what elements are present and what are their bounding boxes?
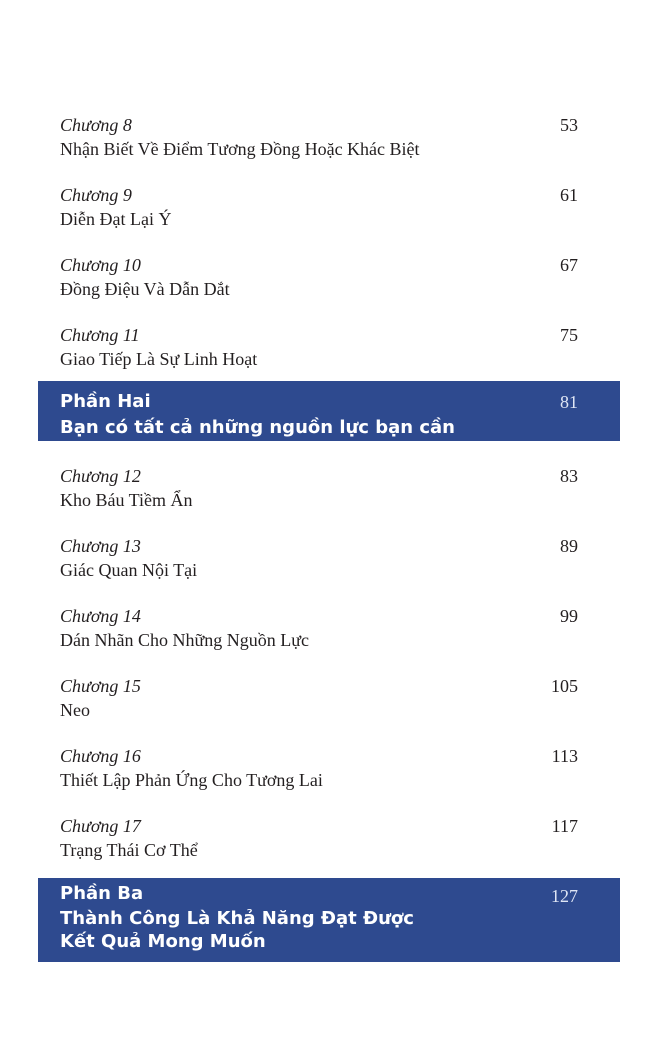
- chapter-title: Kho Báu Tiềm Ẩn: [60, 490, 193, 510]
- part-label: Phần Ba: [60, 883, 144, 904]
- toc-entry-chapter-8[interactable]: [38, 114, 620, 164]
- page-number: 83: [560, 466, 578, 486]
- page-number: 113: [551, 746, 578, 766]
- toc-entry-chapter-9[interactable]: [38, 184, 620, 234]
- chapter-label: Chương 15: [60, 676, 141, 696]
- chapter-label: Chương 11: [60, 325, 140, 345]
- chapter-label: Chương 16: [60, 746, 141, 766]
- chapter-title: Giao Tiếp Là Sự Linh Hoạt: [60, 349, 258, 369]
- chapter-label: Chương 8: [60, 115, 132, 135]
- chapter-title: Đồng Điệu Và Dẫn Dắt: [60, 279, 230, 299]
- page-number: 127: [551, 886, 578, 906]
- page-number: 61: [560, 185, 578, 205]
- chapter-title: Nhận Biết Về Điểm Tương Đồng Hoặc Khác Biệt: [60, 139, 420, 159]
- toc-entry-chapter-17[interactable]: [38, 815, 620, 865]
- page-number: 117: [551, 816, 578, 836]
- part-title: [60, 907, 414, 953]
- part-title: Bạn có tất cả những nguồn lực bạn cần: [60, 417, 455, 438]
- chapter-title: Giác Quan Nội Tại: [60, 560, 198, 580]
- part-three-banner[interactable]: [38, 878, 620, 962]
- part-label: Phần Hai: [60, 391, 151, 412]
- page-number: 81: [560, 392, 578, 412]
- chapter-title: Dán Nhãn Cho Những Nguồn Lực: [60, 630, 309, 650]
- chapter-label: Chương 12: [60, 466, 141, 486]
- toc-entry-chapter-13[interactable]: [38, 535, 620, 585]
- page-number: 105: [551, 676, 578, 696]
- toc-entry-chapter-14[interactable]: [38, 605, 620, 655]
- part-two-banner[interactable]: [38, 381, 620, 441]
- part-title-line-1: Thành Công Là Khả Năng Đạt Được: [60, 908, 414, 929]
- chapter-label: Chương 14: [60, 606, 141, 626]
- chapter-label: Chương 13: [60, 536, 141, 556]
- page-number: 67: [560, 255, 578, 275]
- table-of-contents: [38, 0, 620, 1051]
- page-number: 75: [560, 325, 578, 345]
- chapter-label: Chương 10: [60, 255, 141, 275]
- chapter-title: Neo: [60, 700, 90, 720]
- part-title-line-2: Kết Quả Mong Muốn: [60, 931, 266, 952]
- chapter-title: Diễn Đạt Lại Ý: [60, 209, 172, 229]
- page-number: 53: [560, 115, 578, 135]
- page-number: 89: [560, 536, 578, 556]
- chapter-label: Chương 9: [60, 185, 132, 205]
- toc-entry-chapter-10[interactable]: [38, 254, 620, 304]
- chapter-title: Thiết Lập Phản Ứng Cho Tương Lai: [60, 770, 323, 790]
- toc-entry-chapter-12[interactable]: [38, 465, 620, 515]
- toc-entry-chapter-11[interactable]: [38, 324, 620, 374]
- toc-entry-chapter-15[interactable]: [38, 675, 620, 725]
- chapter-title: Trạng Thái Cơ Thể: [60, 840, 198, 860]
- page-number: 99: [560, 606, 578, 626]
- toc-entry-chapter-16[interactable]: [38, 745, 620, 795]
- chapter-label: Chương 17: [60, 816, 141, 836]
